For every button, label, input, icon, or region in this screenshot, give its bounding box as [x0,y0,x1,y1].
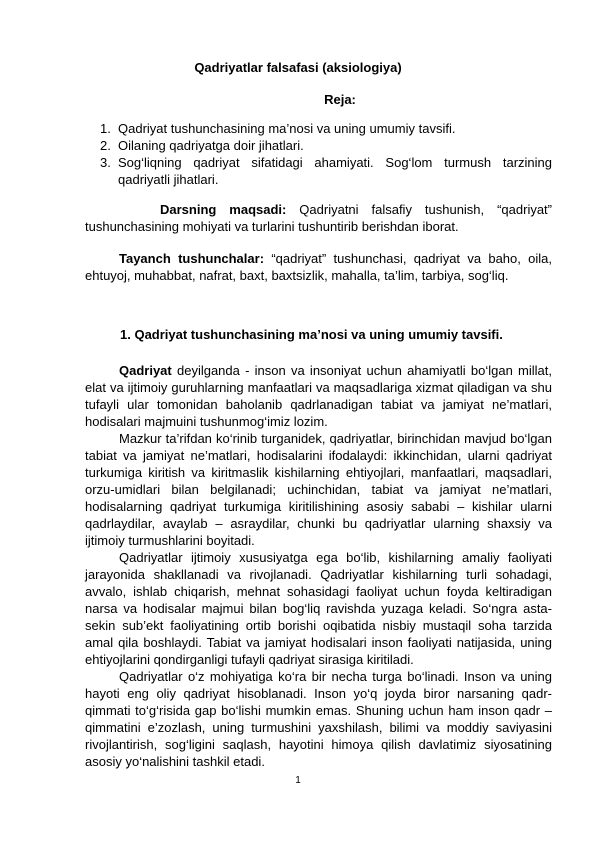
plan-item [100,120,552,137]
section-heading: 1. Qadriyat tushunchasining ma’nosi va uning umumiy tavsifi. [120,327,503,342]
term-bold: Qadriyat [119,363,172,378]
body-paragraph: Qadriyatlar ijtimoiy xususiyatga ega bo‘lib, kishilarning amaliy faoliyati jarayonida shakllanadi va rivojlanadi. Qadriyatlar kishilarning turli sohadagi, avvalo, ishlab chiqarish, mehnat sohasidagi faoliyat uchun foyda keltiradigan narsa va hodisalar majmui bilan bog‘liq ravishda yuzaga keladi. So‘ngra asta-sekin sub’ekt faoliyatining ortib borishi oqibatida nisbiy mustaqil soha tarzida amal qila boshlaydi. Tabiat va jamiyat hodisalari inson faoliyati natijasida, uning ehtiyojlarini qondirganligi tufayli qadriyat sirasiga kiritiladi. [85,550,552,667]
body-paragraph-text: deyilganda - inson va insoniyat uchun ahamiyatli bo‘lgan millat, elat va ijtimoiy guruhlarning manfaatlari va maqsadlariga xizmat qiladigan va shu tufayli ular tomonidan baholanib qadrlanadigan tabiat va jamiyat ne’matlari, hodisalari majmuini tushunmog‘imiz lozim. [85,363,552,429]
plan-list [100,120,552,188]
plan-heading: Reja: [324,92,356,107]
document-title: Qadriyatlar falsafasi (aksiologiya) [194,60,402,75]
section-body [85,362,552,770]
key-concepts-label: Tayanch tushunchalar: [119,251,265,266]
body-paragraph [85,362,552,430]
plan-item-text: Qadriyat tushunchasining ma’nosi va uning umumiy tavsifi. [118,121,456,136]
lesson-goal-text: Qadriyatni falsafiy tushunish, “qadriyat” tushunchasining mohiyati va turlarini tushuntirib berishdan iborat. [85,202,552,234]
body-paragraph: Qadriyatlar o‘z mohiyatiga ko‘ra bir necha turga bo‘linadi. Inson va uning hayoti eng oliy qadriyat hisoblanadi. Inson yo‘q joyda biror narsaning qadr-qimmati to‘g‘risida gap bo‘lishi mumkin emas. Shuning uchun ham inson qadr – qimmatini e’zozlash, uning turmushini yaxshilash, bilimi va moddiy saviyasini rivojlantirish, sog‘ligini saqlash, hayotini himoya qilish davlatimiz siyosatining asosiy yo‘nalishini tashkil etadi. [85,669,552,769]
plan-item-text: Oilaning qadriyatga doir jihatlari. [118,138,304,153]
plan-item-text: Sog‘liqning qadriyat sifatidagi ahamiyati. Sog‘lom turmush tarzining qadriyatli jihatlari. [118,155,552,187]
plan-item-number: 3. [100,155,111,170]
plan-item [100,154,552,188]
plan-item-number: 1. [100,121,111,136]
key-concepts-paragraph [85,250,552,284]
body-paragraph: Mazkur ta’rifdan ko‘rinib turganidek, qadriyatlar, birinchidan mavjud bo‘lgan tabiat va jamiyat ne’matlari, hodisalarini ifodalaydi: ikkinchidan, ularni qadriyat turkumiga kiritish va kiritmaslik kishilarning ehtiyojlari, manfaatlari, maqsadlari, orzu-umidlari bilan belgilanadi; uchinchidan, tabiat va jamiyat ne’matlari, hodisalarning qadriyat turkumiga kiritilishining asosiy sababi – kishilar ularni qadrlaydilar, avaylab – asraydilar, chunki bu qadriyatlar ularning shaxsiy va ijtimoiy turmushlarini boyitadi. [85,431,552,548]
plan-item [100,137,552,154]
page-number: 1 [295,775,301,786]
key-concepts-text: “qadriyat” tushunchasi, qadriyat va baho, oila, ehtuyoj, muhabbat, nafrat, baxt, baxtsizlik, mahalla, ta’lim, tarbiya, sog‘liq. [85,251,553,283]
lesson-goal-paragraph [85,201,552,235]
plan-item-number: 2. [100,138,111,153]
lesson-goal-label: Darsning maqsadi: [160,202,287,217]
